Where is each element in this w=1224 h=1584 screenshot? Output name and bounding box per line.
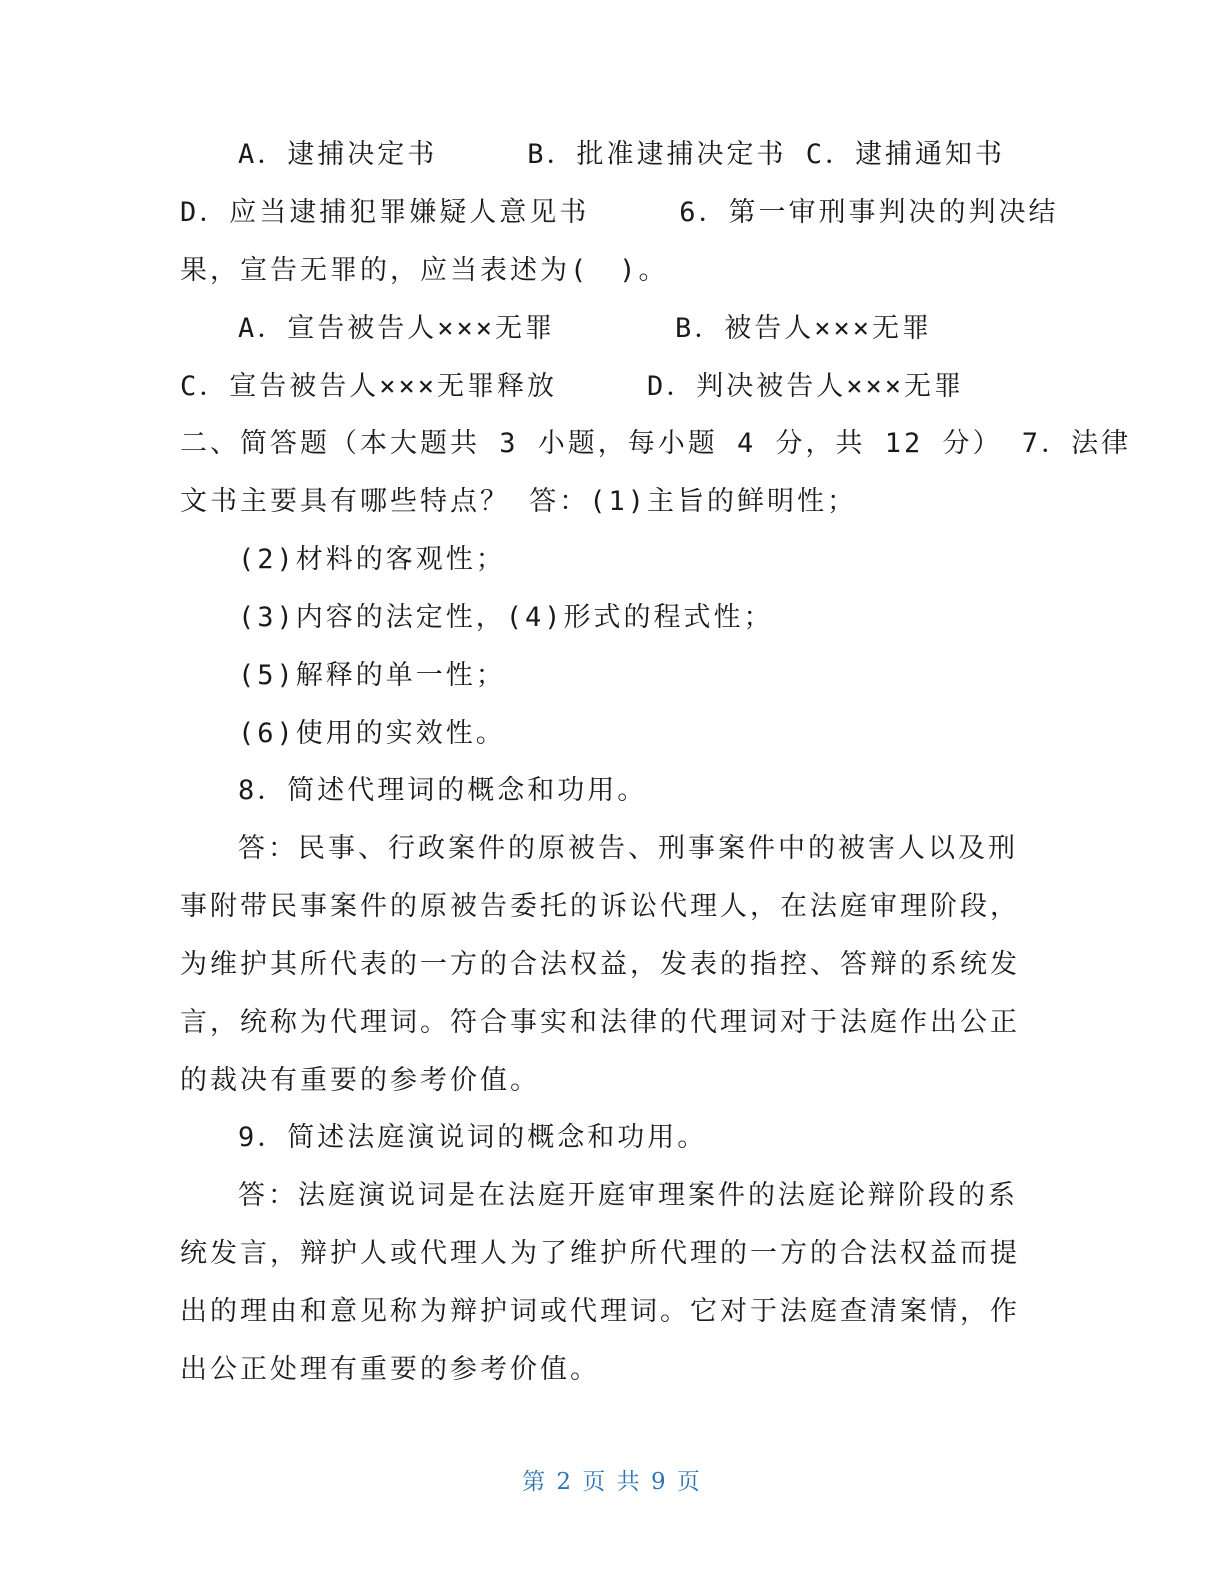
text-line: 为维护其所代表的一方的合法权益，发表的指控、答辩的系统发 — [180, 949, 1020, 980]
text-line: 统发言，辩护人或代理人为了维护所代理的一方的合法权益而提 — [180, 1238, 1020, 1269]
text-line: A．逮捕决定书 B．批准逮捕决定书 C．逮捕通知书 — [238, 139, 1006, 170]
text-line: 答：民事、行政案件的原被告、刑事案件中的被害人以及刑 — [238, 833, 1018, 864]
text-line: A．宣告被告人×××无罪 B．被告人×××无罪 — [238, 313, 933, 344]
text-line: 果，宣告无罪的，应当表述为( )。 — [180, 255, 669, 286]
page-footer: 第 2 页 共 9 页 — [522, 1469, 702, 1495]
text-line: (5)解释的单一性； — [238, 660, 506, 691]
text-line: 8．简述代理词的概念和功用。 — [238, 775, 648, 806]
text-line: C．宣告被告人×××无罪释放 D．判决被告人×××无罪 — [180, 371, 965, 402]
text-line: (2)材料的客观性； — [238, 544, 506, 575]
text-line: 的裁决有重要的参考价值。 — [180, 1065, 540, 1096]
text-line: 出公正处理有重要的参考价值。 — [180, 1354, 600, 1385]
text-line: 答：法庭演说词是在法庭开庭审理案件的法庭论辩阶段的系 — [238, 1180, 1018, 1211]
text-line: 9．简述法庭演说词的概念和功用。 — [238, 1122, 708, 1153]
text-line: 出的理由和意见称为辩护词或代理词。它对于法庭查清案情，作 — [180, 1296, 1020, 1327]
text-line: D．应当逮捕犯罪嫌疑人意见书 6．第一审刑事判决的判决结 — [180, 197, 1059, 228]
text-line: (6)使用的实效性。 — [238, 718, 506, 749]
text-line: 事附带民事案件的原被告委托的诉讼代理人，在法庭审理阶段， — [180, 891, 1020, 922]
text-line: 文书主要具有哪些特点？ 答：(1)主旨的鲜明性； — [180, 486, 858, 517]
text-line: 言，统称为代理词。符合事实和法律的代理词对于法庭作出公正 — [180, 1007, 1020, 1038]
text-line: (3)内容的法定性，(4)形式的程式性； — [238, 602, 774, 633]
text-line: 二、简答题（本大题共 3 小题，每小题 4 分，共 12 分） 7．法律 — [180, 428, 1132, 459]
